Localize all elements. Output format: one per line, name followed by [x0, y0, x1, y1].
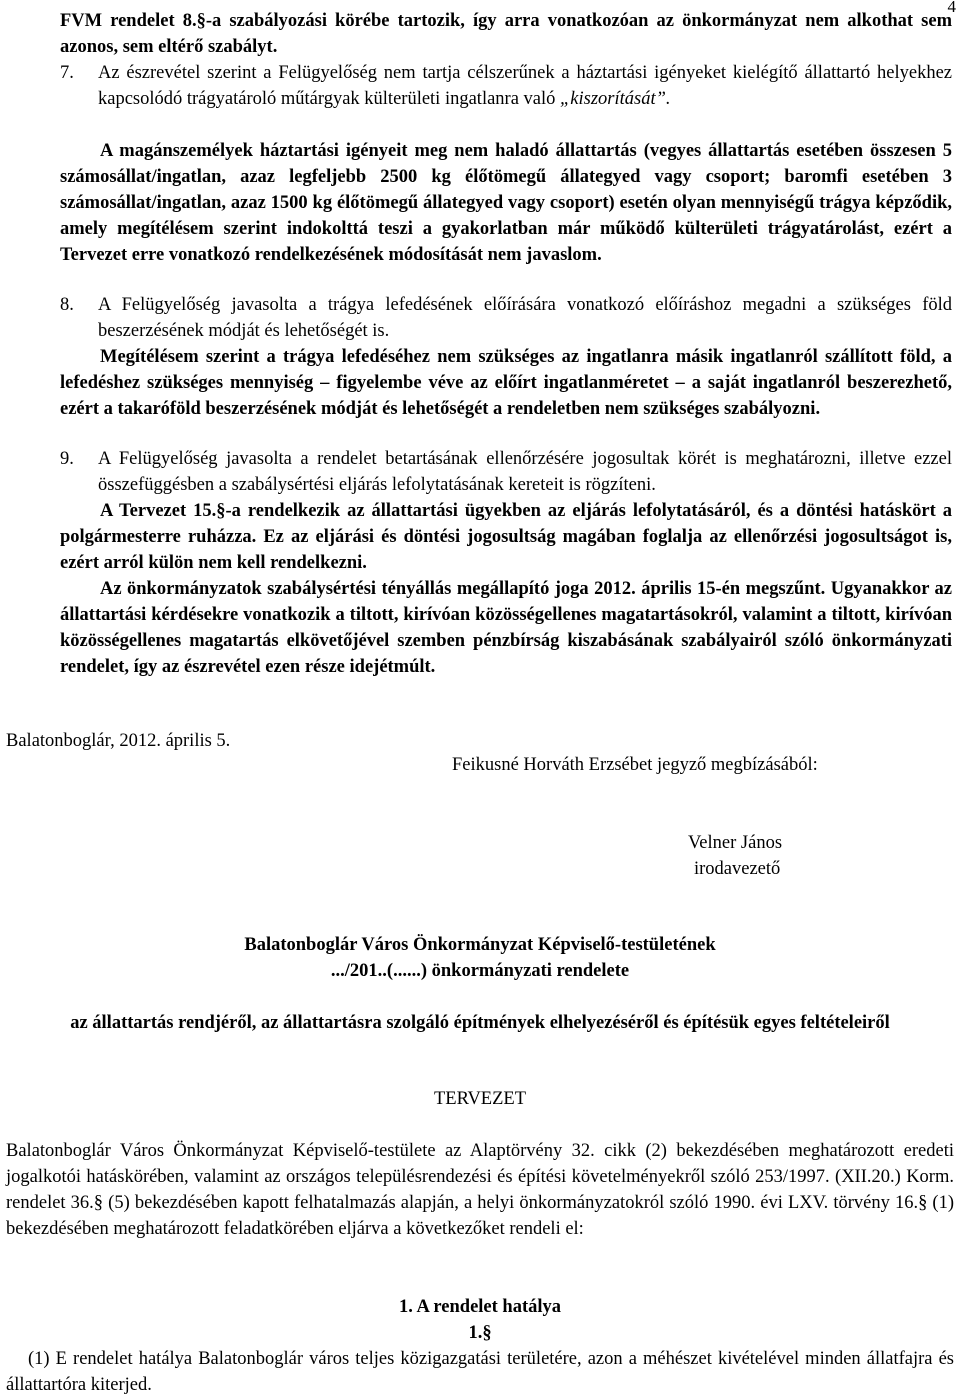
item-9-response-1: A Tervezet 15.§-a rendelkezik az állattartási ügyekben az eljárás lefolytatásáról, és a döntési hatáskört a polgármesterre ruházza. Ez az eljárási és döntési jogosultság magában foglalja az ellenőrzési jogosultságot is, ezért arról külön nem kell rendelkezni. — [60, 501, 952, 573]
decree-issuer: Balatonboglár Város Önkormányzat Képviselő-testületének — [244, 935, 716, 955]
paragraph-1: (1) E rendelet hatálya Balatonboglár város teljes közigazgatási területére, azon a méhészet kivételével minden állatfajra és állattartóra kiterjed. — [6, 1349, 954, 1395]
draft-label: TERVEZET — [433, 1089, 527, 1109]
item-9-response-2: Az önkormányzatok szabálysértési tényállás megállapító joga 2012. április 15-én megszűnt. Ugyanakkor az állattartási kérdésekre vonatkozik a tiltott, kirívóan közösségellenes magatartásokról, valamint a tiltott, kirívóan közösségellenes magatartás elkövetőjével szemben pénzbírság kiszabásának szabályairól szóló önkormányzati rendelet, így az észrevétel ezen része idejétmúlt. — [60, 579, 952, 677]
item-7-text: Az észrevétel szerint a Felügyelőség nem tartja célszerűnek a háztartási igényeket kielégítő állattartó helyekhez kapcsolódó trágyatároló műtárgyak külterületi ingatlanra való — [98, 63, 952, 109]
item-8-response: Megítélésem szerint a trágya lefedéséhez nem szükséges az ingatlanra másik ingatlanról szállított föld, a lefedéshez szükséges mennyiség – figyelembe véve az előírt ingatlanméretet – a saját ingatlanról beszerezhető, ezért a takaróföld beszerzésének módját és lehetőségét a rendeletben nem szükséges szabályozni. — [60, 347, 952, 419]
page-number: 4 — [947, 0, 956, 16]
item-8-text: A Felügyelőség javasolta a trágya lefedésének előírására vonatkozó előíráshoz megadni a szükséges föld beszerzésének módját és lehetőségét is. — [98, 295, 952, 341]
mandate-line: Feikusné Horváth Erzsébet jegyző megbízásából: — [452, 755, 818, 775]
item-8 — [60, 292, 952, 344]
decree-subject: az állattartás rendjéről, az állattartásra szolgáló építmények elhelyezéséről és építésük egyes feltételeiről — [70, 1013, 890, 1033]
item-7 — [60, 60, 952, 112]
item-7-number: 7. — [60, 63, 74, 83]
preamble: Balatonboglár Város Önkormányzat Képviselő-testülete az Alaptörvény 32. cikk (2) bekezdésében meghatározott eredeti jogalkotói hatáskörében, valamint az országos településrendezési és építési követelményekről szóló 253/1997. (XII.20.) Korm. rendelet 36.§ (5) bekezdésében kapott felhatalmazás alapján, a helyi önkormányzatokról szóló 1990. évi LXV. törvény 16.§ (1) bekezdésében meghatározott feladatkörében eljárva a következőket rendeli el: — [6, 1141, 954, 1239]
signer-name: Velner János — [688, 833, 783, 853]
item-7-emphasis: „kiszorítását”. — [560, 89, 671, 109]
item-9 — [60, 446, 952, 498]
place-date: Balatonboglár, 2012. április 5. — [6, 731, 231, 751]
section-title: 1. A rendelet hatálya — [398, 1297, 562, 1317]
fvm-paragraph: FVM rendelet 8.§-a szabályozási körébe tartozik, így arra vonatkozóan az önkormányzat nem alkothat sem azonos, sem eltérő szabályt. — [60, 11, 952, 57]
item-7-response: A magánszemélyek háztartási igényeit meg nem haladó állattartás (vegyes állattartás esetében összesen 5 számosállat/ingatlan, azaz legfeljebb 2500 kg élőtömegű állategyed vagy csoport; baromfi esetében 3 számosállat/ingatlan, azaz 1500 kg élőtömegű állategyed vagy csoport) esetén olyan mennyiségű trágya képződik, amely megítélésem szerint indokolttá teszi a gyakorlatban már működő külterületi trágyatárolást, ezért a Tervezet erre vonatkozó rendelkezésének módosítását nem javaslom. — [60, 141, 952, 265]
item-9-number: 9. — [60, 449, 74, 469]
decree-number: .../201..(......) önkormányzati rendelete — [330, 961, 630, 981]
paragraph-number: 1.§ — [468, 1323, 492, 1343]
item-9-text: A Felügyelőség javasolta a rendelet betartásának ellenőrzésére jogosultak körét is meghatározni, illetve ezzel összefüggésben a szabálysértési eljárás lefolytatásának kereteit is rögzíteni. — [98, 449, 952, 495]
item-8-number: 8. — [60, 295, 74, 315]
signer-title: irodavezető — [694, 859, 781, 879]
